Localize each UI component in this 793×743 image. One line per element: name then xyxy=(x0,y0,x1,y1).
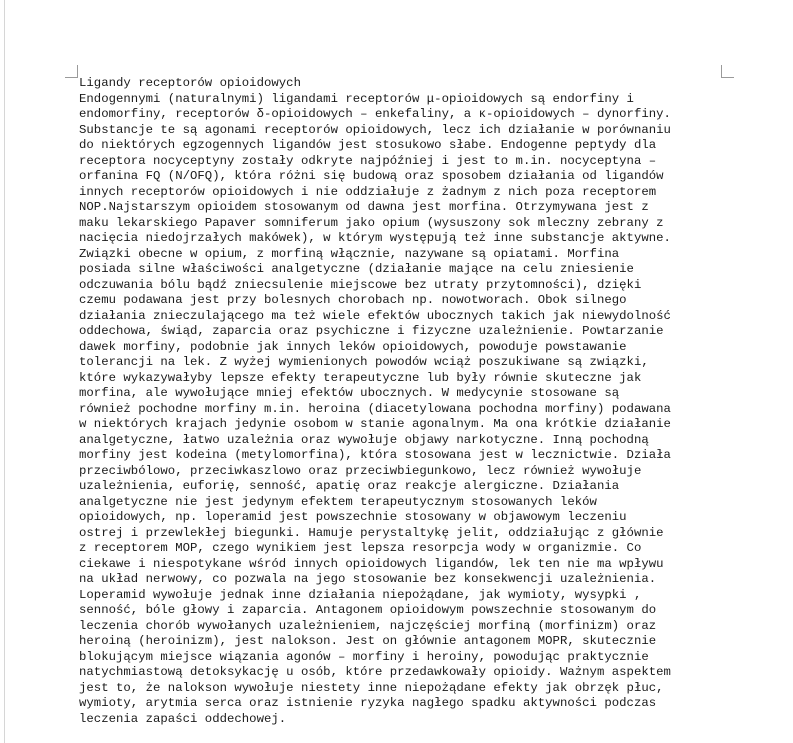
body-line: ostrej i przewlekłej biegunki. Hamuje perystaltykę jelit, oddziałując z głównie xyxy=(79,525,664,540)
body-line: dawek morfiny, podobnie jak innych leków opioidowych, powoduje powstawanie xyxy=(79,339,627,354)
body-line: leczenia chorób wywołanych uzależnieniem, najczęściej morfiną (morfinizm) oraz xyxy=(79,618,657,633)
body-line: analgetyczne nie jest jedynym efektem terapeutycznym stosowanych leków xyxy=(79,494,597,509)
body-line: wymioty, arytmia serca oraz istnienie ryzyka nagłego spadku aktywności podczas xyxy=(79,696,657,710)
body-line: analgetyczne, łatwo uzależnia oraz wywołuje objawy narkotyczne. Inną pochodną xyxy=(79,432,649,447)
body-line: na układ nerwowy, co pozwala na jego stosowanie bez konsekwencji uzależnienia. xyxy=(79,572,657,586)
page-edge-line xyxy=(4,0,5,743)
body-line: oddechowa, świąd, zaparcia oraz psychiczne i fizyczne uzależnienie. Powtarzanie xyxy=(79,324,664,338)
body-line: blokującym miejsce wiązania agonów – morfiny i heroiny, powodując praktycznie xyxy=(79,649,649,664)
body-line: w niektórych krajach jedynie osobom w stanie agonalnym. Ma ona krótkie działanie xyxy=(79,417,671,431)
body-line: jest to, że nalokson wywołuje niestety inne niepożądane efekty jak obrzęk płuc, xyxy=(79,680,664,695)
body-line: uzależnienia, euforię, senność, apatię oraz reakcje alergiczne. Działania xyxy=(79,479,620,493)
body-line: z receptorem MOP, czego wynikiem jest lepsza resorpcja wody w organizmie. Co xyxy=(79,541,642,555)
body-line: maku lekarskiego Papaver somniferum jako opium (wysuszony sok mleczny zebrany z xyxy=(79,215,664,230)
document-title: Ligandy receptorów opioidowych xyxy=(79,76,301,90)
body-line: senność, bóle głowy i zaparcia. Antagonem opioidowym powszechnie stosowanym do xyxy=(79,603,657,617)
body-line: Substancje te są agonami receptorów opioidowych, lecz ich działanie w porównaniu xyxy=(79,122,671,137)
body-line: działania znieczulającego ma też wiele efektów ubocznych takich jak niewydolność xyxy=(79,308,671,323)
body-line: przeciwbólowo, przeciwkaszlowo oraz przeciwbiegunkowo, lecz również wywołuje xyxy=(79,463,642,478)
body-line: natychmiastową detoksykację u osób, które przedawkowały opioidy. Ważnym aspektem xyxy=(79,665,671,679)
body-line: opioidowych, np. loperamid jest powszechnie stosowany w objawowym leczeniu xyxy=(79,510,627,524)
body-line: odczuwania bólu bądź zniecsulenie miejscowe bez utraty przytomności), dzięki xyxy=(79,277,642,292)
body-line: tolerancji na lek. Z wyżej wymienionych powodów wciąż poszukiwane są związki, xyxy=(79,355,649,369)
body-line: Endogennymi (naturalnymi) ligandami receptorów μ-opioidowych są endorfiny i xyxy=(79,91,634,106)
body-line: czemu podawana jest przy bolesnych chorobach np. nowotworach. Obok silnego xyxy=(79,293,627,307)
body-line: Loperamid wywołuje jednak inne działania niepożądane, jak wymioty, wysypki , xyxy=(79,587,642,602)
body-line: endomorfiny, receptorów δ-opioidowych – enkefaliny, a κ-opioidowych – dynorfiny. xyxy=(79,107,671,121)
body-line: morfina, ale wywołujące mniej efektów ubocznych. W medycynie stosowane są xyxy=(79,386,620,400)
body-line: heroiną (heroinizm), jest nalokson. Jest on głównie antagonem MOPR, skutecznie xyxy=(79,634,657,648)
body-line: które wykazywałyby lepsze efekty terapeutyczne lub były równie skuteczne jak xyxy=(79,370,642,385)
body-line: receptora nocyceptyny zostały odkryte najpóźniej i jest to m.in. nocyceptyna – xyxy=(79,153,657,168)
document-text-area[interactable] xyxy=(79,76,729,727)
body-line: morfiny jest kodeina (metylomorfina), która stosowana jest w lecznictwie. Działa xyxy=(79,448,671,462)
document-body xyxy=(79,92,729,728)
body-line: do niektórych egzogennych ligandów jest stosukowo słabe. Endogenne peptydy dla xyxy=(79,138,657,152)
margin-corner-top-left xyxy=(65,65,78,78)
body-line: NOP.Najstarszym opioidem stosowanym od dawna jest morfina. Otrzymywana jest z xyxy=(79,200,649,214)
body-line: również pochodne morfiny m.in. heroina (diacetylowana pochodna morfiny) podawana xyxy=(79,401,671,416)
body-line: nacięcia niedojrzałych makówek), w którym występują też inne substancje aktywne. xyxy=(79,231,671,245)
body-line: ciekawe i niespotykane wśród innych opioidowych ligandów, lek ten nie ma wpływu xyxy=(79,556,664,571)
body-line: innych receptorów opioidowych i nie oddziałuje z żadnym z nich poza receptorem xyxy=(79,184,657,199)
body-line: posiada silne właściwości analgetyczne (działanie mające na celu zniesienie xyxy=(79,262,634,276)
body-line: Związki obecne w opium, z morfiną włącznie, nazywane są opiatami. Morfina xyxy=(79,246,620,261)
body-line: orfanina FQ (N/OFQ), która różni się budową oraz sposobem działania od ligandów xyxy=(79,169,664,183)
body-line: leczenia zapaści oddechowej. xyxy=(79,711,287,726)
